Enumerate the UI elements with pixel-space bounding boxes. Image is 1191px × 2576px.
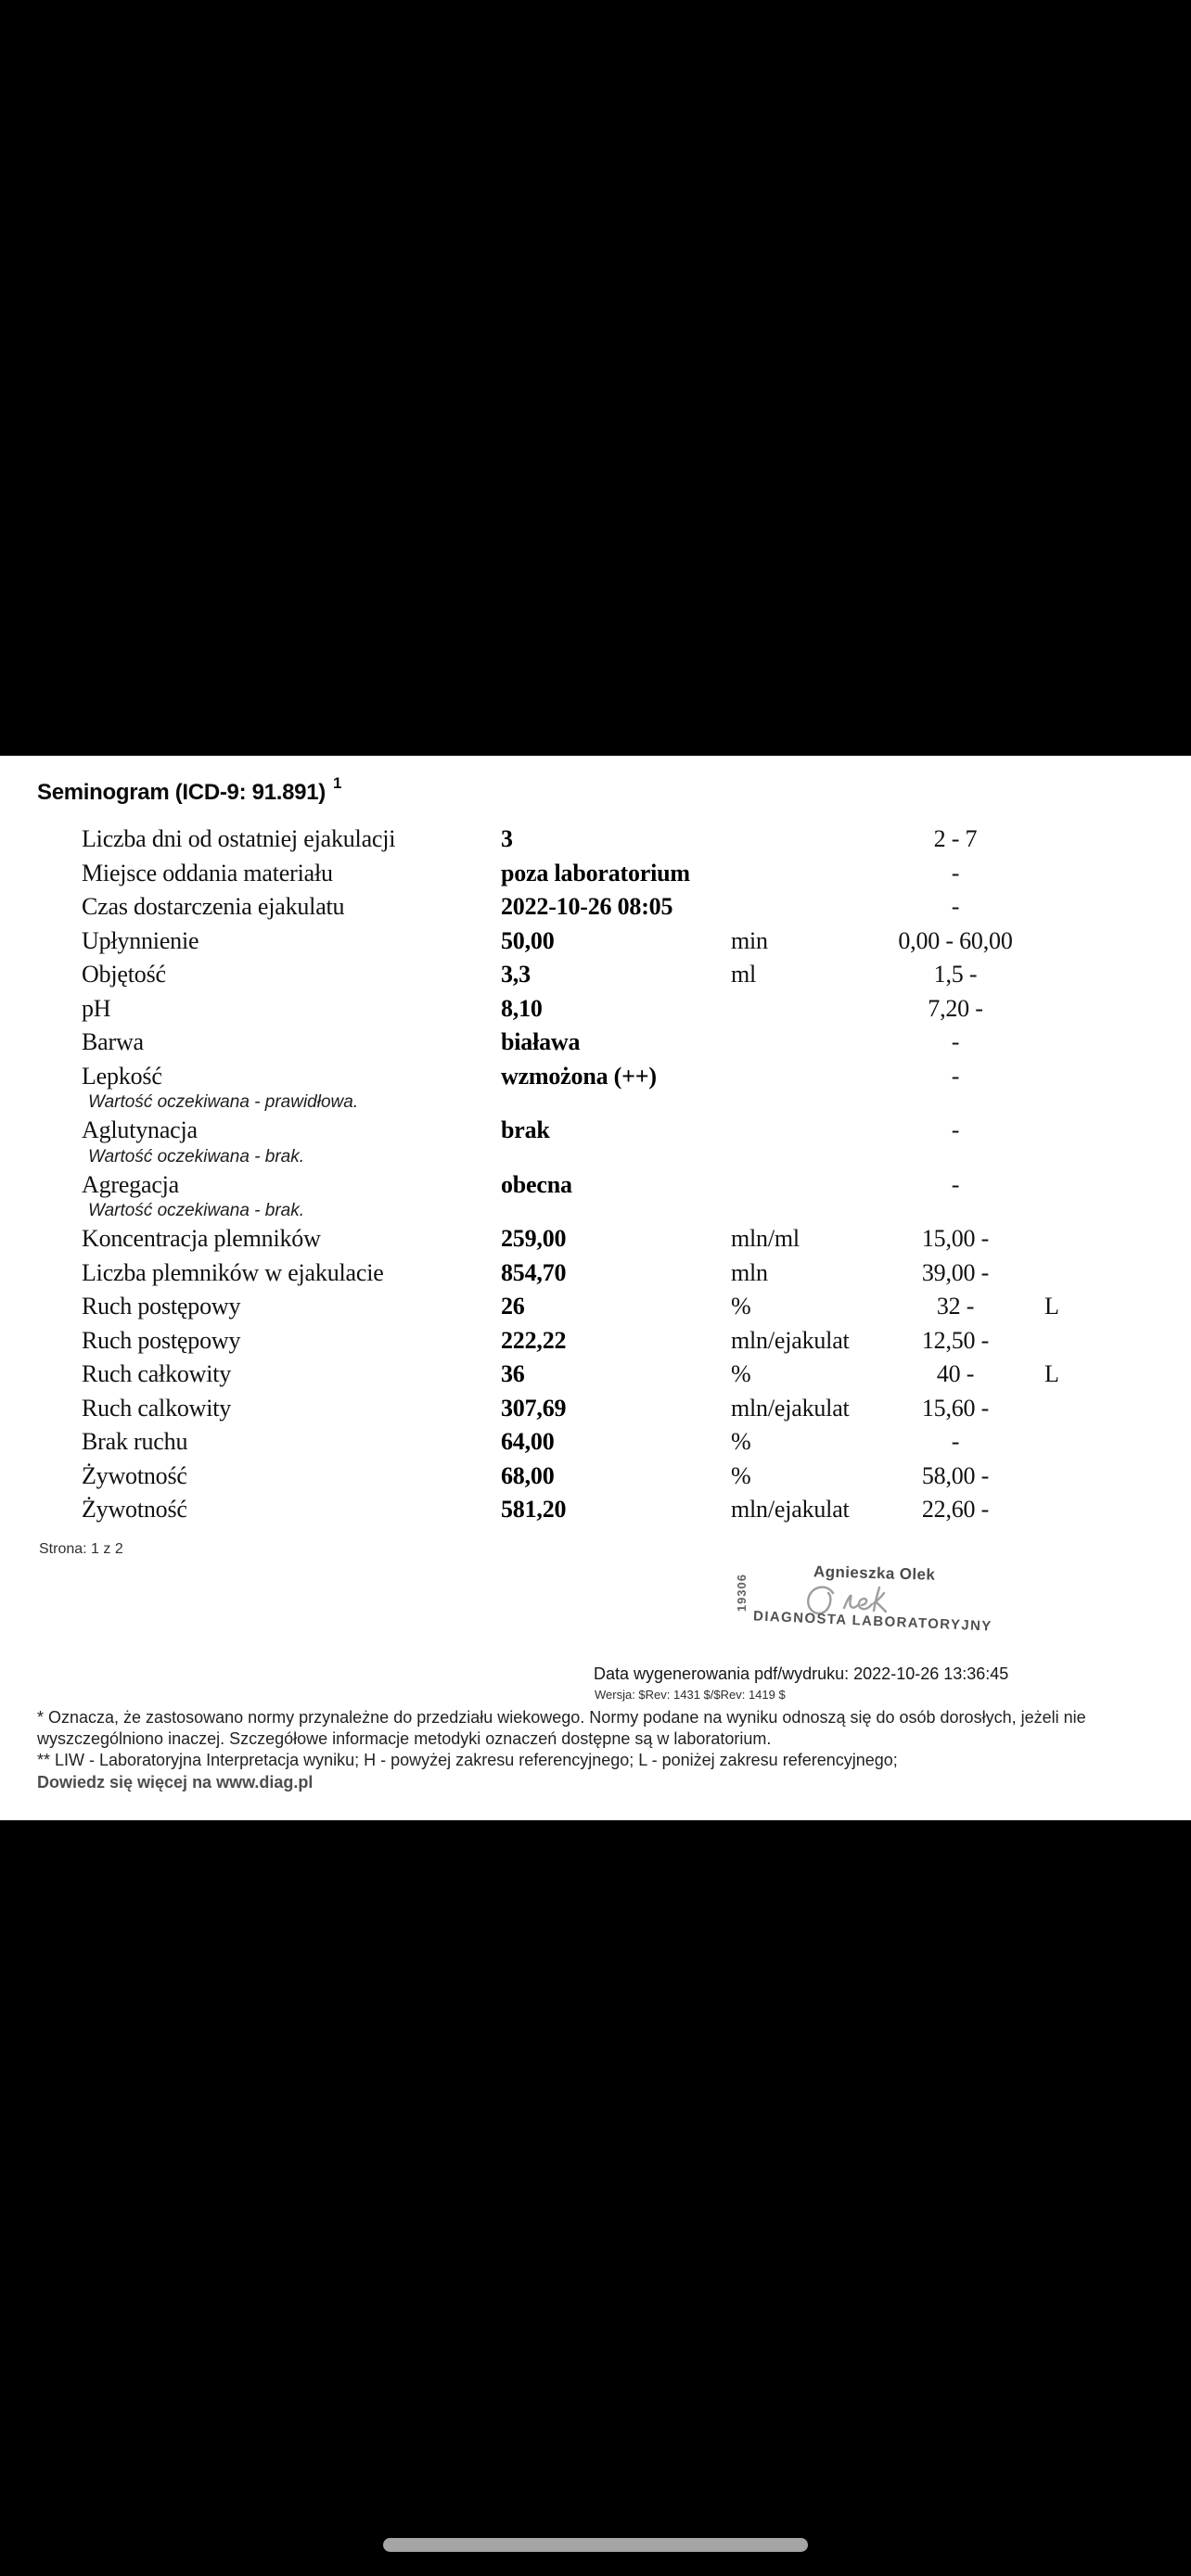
reference-range: 40 - <box>936 1360 975 1387</box>
reference-range: - <box>951 1170 960 1198</box>
parameter-unit: mln <box>731 1258 768 1286</box>
parameter-name: Upłynnienie <box>82 926 199 954</box>
stamp-role-title: DIAGNOSTA LABORATORYJNY <box>752 1608 993 1635</box>
parameter-name: Barwa <box>82 1028 144 1055</box>
table-row <box>0 860 1191 894</box>
reference-range: 32 - <box>936 1293 975 1320</box>
footnotes-block <box>37 1707 1185 1793</box>
parameter-value: 68,00 <box>501 1461 555 1489</box>
parameter-name: Koncentracja plemników <box>82 1225 321 1252</box>
parameter-name: Agregacja <box>82 1170 180 1198</box>
version-info: Wersja: $Rev: 1431 $/$Rev: 1419 $ <box>595 1688 786 1702</box>
reference-range: 12,50 - <box>921 1326 990 1354</box>
parameter-unit: % <box>731 1360 751 1387</box>
table-row <box>0 1395 1191 1429</box>
table-row <box>0 1171 1191 1205</box>
reference-range: - <box>951 859 960 886</box>
table-row <box>0 893 1191 927</box>
parameter-unit: % <box>731 1461 751 1489</box>
reference-range: - <box>951 1062 960 1090</box>
table-row <box>0 1327 1191 1361</box>
parameter-unit: mln/ml <box>731 1225 800 1252</box>
parameter-name: Miejsce oddania materiału <box>82 859 333 886</box>
page-number-label: Strona: 1 z 2 <box>39 1541 123 1557</box>
parameter-name: Aglutynacja <box>82 1116 198 1143</box>
reference-range: - <box>951 1028 960 1055</box>
parameter-name: Objętość <box>82 961 166 988</box>
reference-range: 58,00 - <box>921 1461 990 1489</box>
title-superscript: 1 <box>332 774 342 792</box>
parameter-unit: min <box>731 926 768 954</box>
home-indicator[interactable] <box>383 2538 808 2552</box>
table-row <box>0 1428 1191 1462</box>
reference-range: 15,60 - <box>921 1394 990 1422</box>
parameter-value: 36 <box>501 1360 525 1387</box>
parameter-value: biaława <box>501 1028 581 1055</box>
reference-range: 7,20 - <box>928 994 983 1022</box>
table-row <box>0 995 1191 1029</box>
result-flag: L <box>1044 1360 1059 1387</box>
parameter-name: Żywotność <box>82 1461 187 1489</box>
table-row <box>0 825 1191 860</box>
parameter-name: Brak ruchu <box>82 1428 188 1455</box>
table-row <box>0 1259 1191 1294</box>
parameter-name: Lepkość <box>82 1062 162 1090</box>
parameter-value: obecna <box>501 1170 572 1198</box>
footnote-liw-legend: ** LIW - Laboratoryjna Interpretacja wyniku; H - powyżej zakresu referencyjnego; L - poniżej zakresu referencyjnego; <box>37 1751 898 1769</box>
reference-range: - <box>951 1116 960 1143</box>
parameter-unit: mln/ejakulat <box>731 1326 850 1354</box>
document-title-text: Seminogram (ICD-9: 91.891) <box>37 780 326 805</box>
parameter-value: 8,10 <box>501 994 543 1022</box>
pdf-page[interactable] <box>0 756 1191 1820</box>
result-flag: L <box>1044 1293 1059 1320</box>
document-title <box>37 774 341 806</box>
parameter-name: Ruch calkowity <box>82 1394 232 1422</box>
reference-range: - <box>951 1428 960 1455</box>
parameter-value: poza laboratorium <box>501 859 690 886</box>
parameter-value: 3 <box>501 825 513 852</box>
footnote-age-norms: * Oznacza, że zastosowano normy przynależne do przedziału wiekowego. Normy podane na wyniku odnoszą się do osób dorosłych, jeżeli nie wyszczególniono inaczej. Szczegółowe informacje metodyki oznaczeń dostępne są w laboratorium. <box>37 1708 1086 1748</box>
parameter-value: 307,69 <box>501 1394 567 1422</box>
reference-range: 2 - 7 <box>933 825 978 852</box>
parameter-value: 26 <box>501 1293 525 1320</box>
parameter-value: wzmożona (++) <box>501 1062 657 1090</box>
reference-range: - <box>951 893 960 920</box>
parameter-value: 854,70 <box>501 1258 567 1286</box>
parameter-name: Ruch postępowy <box>82 1326 241 1354</box>
parameter-name: pH <box>82 994 111 1022</box>
stamp-license-number: 19306 <box>735 1574 749 1613</box>
parameter-value: 581,20 <box>501 1496 567 1523</box>
parameter-value: 50,00 <box>501 926 555 954</box>
parameter-value: 64,00 <box>501 1428 555 1455</box>
table-row <box>0 927 1191 962</box>
results-table <box>0 825 1191 1530</box>
parameter-value: 222,22 <box>501 1326 567 1354</box>
parameter-name: Żywotność <box>82 1496 187 1523</box>
parameter-unit: mln/ejakulat <box>731 1496 850 1523</box>
reference-range: 22,60 - <box>921 1496 990 1523</box>
parameter-value: brak <box>501 1116 550 1143</box>
stamp-person-name: Agnieszka Olek <box>813 1562 936 1584</box>
table-row <box>0 1028 1191 1063</box>
handwritten-signature <box>800 1579 929 1627</box>
table-row <box>0 1116 1191 1151</box>
parameter-unit: % <box>731 1293 751 1320</box>
table-row <box>0 961 1191 995</box>
table-row <box>0 1225 1191 1259</box>
parameter-value: 2022-10-26 08:05 <box>501 893 673 920</box>
expected-value-note: Wartość oczekiwana - brak. <box>88 1201 305 1220</box>
reference-range: 1,5 - <box>933 961 978 988</box>
parameter-unit: % <box>731 1428 751 1455</box>
reference-range: 0,00 - 60,00 <box>898 926 1013 954</box>
generation-date: Data wygenerowania pdf/wydruku: 2022-10-26 13:36:45 <box>594 1664 1009 1683</box>
table-row <box>0 1496 1191 1530</box>
parameter-name: Czas dostarczenia ejakulatu <box>82 893 345 920</box>
parameter-name: Ruch całkowity <box>82 1360 232 1387</box>
reference-range: 39,00 - <box>921 1258 990 1286</box>
expected-value-note: Wartość oczekiwana - brak. <box>88 1146 305 1167</box>
reference-range: 15,00 - <box>921 1225 990 1252</box>
parameter-value: 259,00 <box>501 1225 567 1252</box>
table-row <box>0 1293 1191 1327</box>
parameter-unit: ml <box>731 961 757 988</box>
parameter-name: Liczba plemników w ejakulacie <box>82 1258 384 1286</box>
parameter-name: Liczba dni od ostatniej ejakulacji <box>82 825 396 852</box>
footnote-website-link: Dowiedz się więcej na www.diag.pl <box>37 1773 314 1792</box>
table-row <box>0 1462 1191 1497</box>
table-row <box>0 1063 1191 1097</box>
parameter-value: 3,3 <box>501 961 531 988</box>
parameter-unit: mln/ejakulat <box>731 1394 850 1422</box>
expected-value-note: Wartość oczekiwana - prawidłowa. <box>88 1092 359 1112</box>
table-row <box>0 1360 1191 1395</box>
parameter-name: Ruch postępowy <box>82 1293 241 1320</box>
